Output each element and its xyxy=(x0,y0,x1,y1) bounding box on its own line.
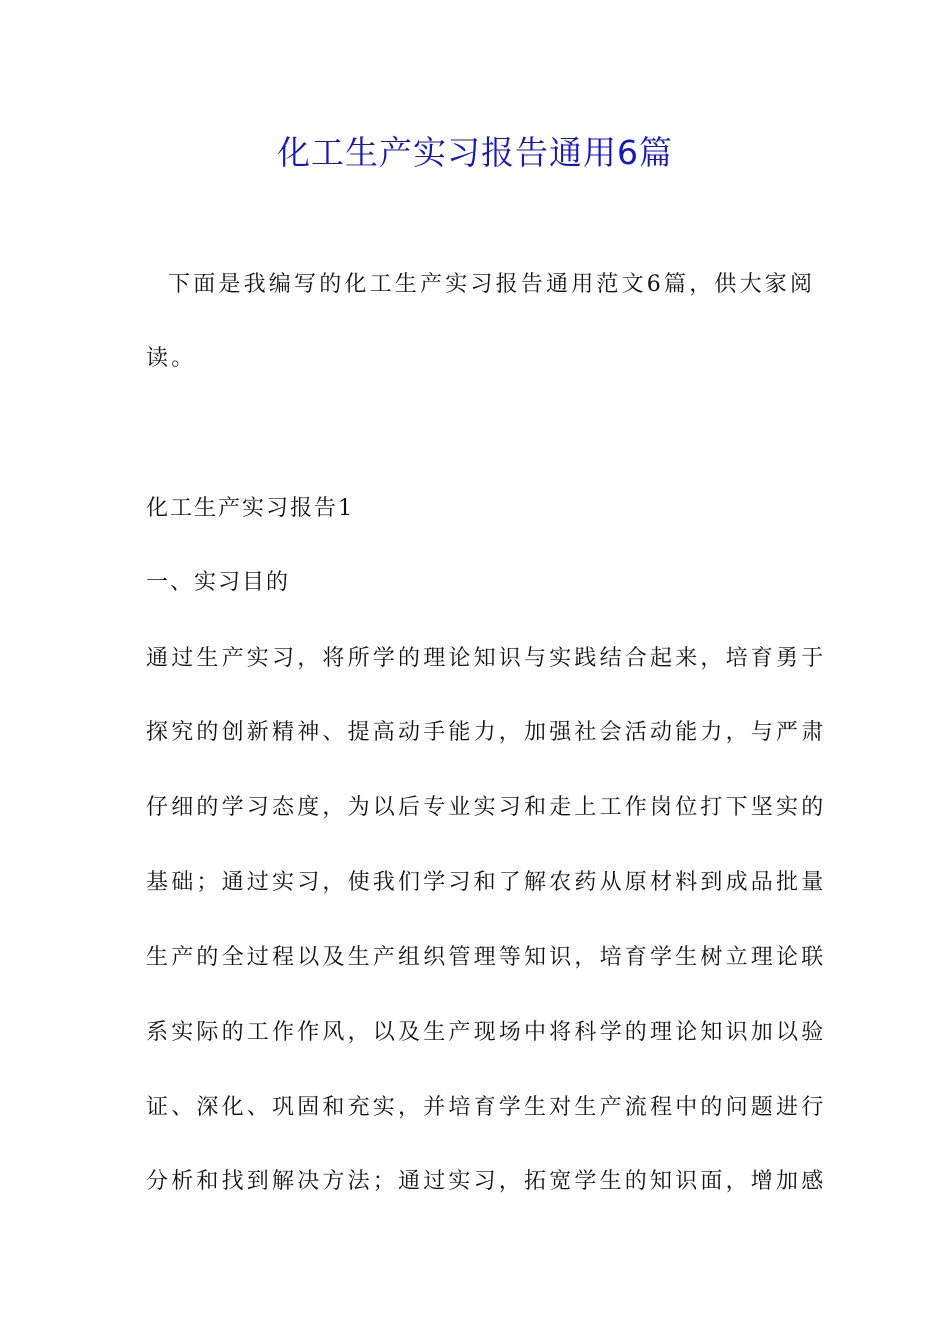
intro-line: 读。 xyxy=(146,346,197,371)
body-line: 分析和找到解决方法；通过实习，拓宽学生的知识面，增加感 xyxy=(146,1169,827,1194)
body-line: 基础；通过实习，使我们学习和了解农药从原材料到成品批量 xyxy=(146,870,827,895)
body-line: 通过生产实习，将所学的理论知识与实践结合起来，培育勇于 xyxy=(146,646,827,671)
body-line: 探究的创新精神、提高动手能力，加强社会活动能力，与严肃 xyxy=(146,720,827,745)
section-title: 化工生产实习报告1 xyxy=(146,496,354,521)
body-line: 证、深化、巩固和充实，并培育学生对生产流程中的问题进行 xyxy=(146,1095,827,1120)
body-line: 生产的全过程以及生产组织管理等知识，培育学生树立理论联 xyxy=(146,945,827,970)
body-line: 仔细的学习态度，为以后专业实习和走上工作岗位打下坚实的 xyxy=(146,795,827,820)
body-line: 系实际的工作作风，以及生产现场中将科学的理论知识加以验 xyxy=(146,1020,827,1045)
document-title: 化工生产实习报告通用6篇 xyxy=(277,133,673,172)
intro-line: 下面是我编写的化工生产实习报告通用范文6篇，供大家阅 xyxy=(168,272,816,297)
subsection-title: 一、实习目的 xyxy=(146,570,291,595)
